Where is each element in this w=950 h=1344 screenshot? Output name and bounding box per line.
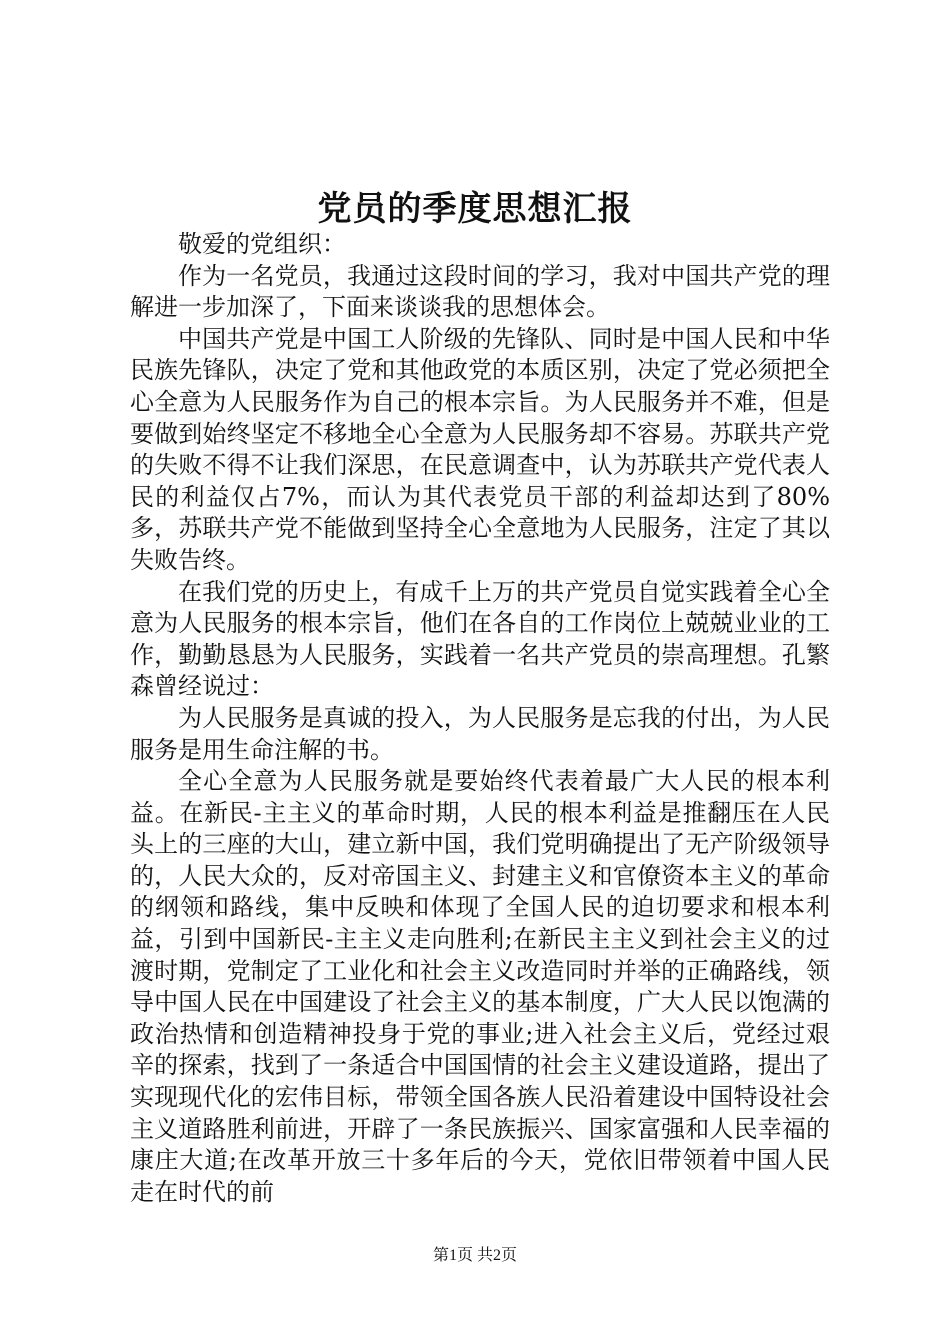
salutation: 敬爱的党组织： — [178, 230, 346, 258]
document-body — [130, 229, 830, 1208]
page-title: 党员的季度思想汇报 — [317, 189, 633, 229]
paragraph: 作为一名党员，我通过这段时间的学习，我对中国共产党的理解进一步加深了，下面来谈谈我的思想体会。 — [130, 261, 830, 322]
quote-paragraph: 为人民服务是真诚的投入，为人民服务是忘我的付出，为人民服务是用生命注解的书。 — [130, 703, 830, 764]
paragraph: 全心全意为人民服务就是要始终代表着最广大人民的根本利益。在新民-主主义的革命时期，人民的根本利益是推翻压在人民头上的三座的大山，建立新中国，我们党明确提出了无产阶级领导的，人民大众的，反对帝国主义、封建主义和官僚资本主义的革命的纲领和路线，集中反映和体现了全国人民的迫切要求和根本利益，引到中国新民-主主义走向胜利;在新民主主义到社会主义的过渡时期，党制定了工业化和社会主义改造同时并举的正确路线，领导中国人民在中国建设了社会主义的基本制度，广大人民以饱满的政治热情和创造精神投身于党的事业;进入社会主义后，党经过艰辛的探索，找到了一条适合中国国情的社会主义建设道路，提出了实现现代化的宏伟目标，带领全国各族人民沿着建设中国特设社会主义道路胜利前进，开辟了一条民族振兴、国家富强和人民幸福的康庄大道;在改革开放三十多年后的今天，党依旧带领着中国人民走在时代的前 — [130, 767, 830, 1206]
page-number-footer: 第1页 共2页 — [432, 1247, 517, 1264]
paragraph: 在我们党的历史上，有成千上万的共产党员自觉实践着全心全意为人民服务的根本宗旨，他们在各自的工作岗位上兢兢业业的工作，勤勤恳恳为人民服务，实践着一名共产党员的崇高理想。孔繁森曾经说过： — [130, 577, 830, 701]
paragraph: 中国共产党是中国工人阶级的先锋队、同时是中国人民和中华民族先锋队，决定了党和其他政党的本质区别，决定了党必须把全心全意为人民服务作为自己的根本宗旨。为人民服务并不难，但是要做到始终坚定不移地全心全意为人民服务却不容易。苏联共产党的失败不得不让我们深思，在民意调查中，认为苏联共产党代表人民的利益仅占7%，而认为其代表党员干部的利益却达到了80%多，苏联共产党不能做到坚持全心全意地为人民服务，注定了其以失败告终。 — [130, 324, 830, 574]
